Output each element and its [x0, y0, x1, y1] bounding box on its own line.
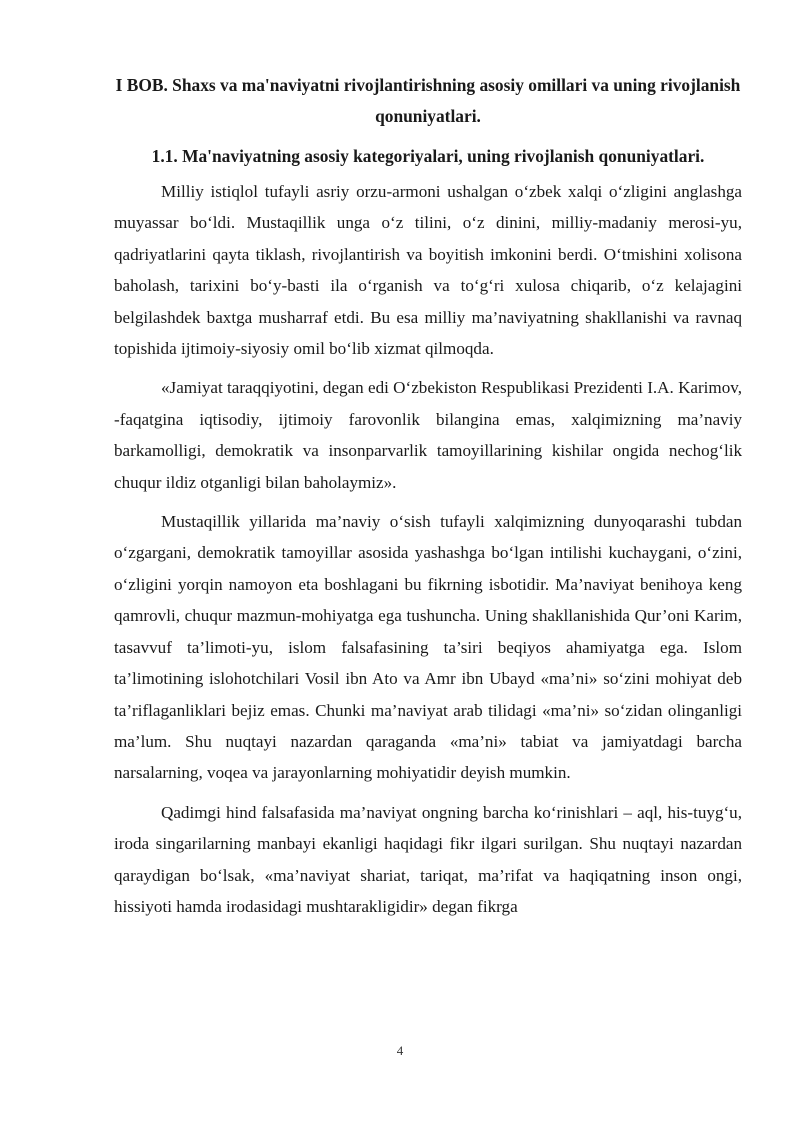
paragraph: Mustaqillik yillarida ma’naviy o‘sish tufayli xalqimizning dunyoqarashi tubdan o‘zgargani, demokratik tamoyillar asosida yashashga bo‘lgan intilishi kuchaygani, o‘zini, o‘zligini yorqin namoyon eta boshlagani bu fikrning isbotidir. Ma’naviyat benihoya keng qamrovli, chuqur mazmun-mohiyatga ega tushuncha. Uning shakllanishida Qur’oni Karim, tasavvuf ta’limoti-yu, islom falsafasining ta’siri beqiyos ahamiyatga ega. Islom ta’limotining islohotchilari Vosil ibn Ato va Amr ibn Ubayd «ma’ni» so‘zini mohiyat deb ta’riflaganliklari bejiz emas. Chunki ma’naviyat arab tilidagi «ma’ni» so‘zidan olinganligi ma’lum. Shu nuqtayi nazardan qaraganda «ma’ni» tabiat va jamiyatdagi barcha narsalarning, voqea va jarayonlarning mohiyatidir deyish mumkin.: [114, 512, 742, 783]
paragraph: Milliy istiqlol tufayli asriy orzu-armoni ushalgan o‘zbek xalqi o‘zligini anglashga muyassar bo‘ldi. Mustaqillik unga o‘z tilini, o‘z dinini, milliy-madaniy merosi-yu, qadriyatlarini qayta tiklash, rivojlantirish va boyitish imkonini berdi. O‘tmishini xolisona baholash, tarixini bo‘y-basti ila o‘rganish va to‘g‘ri xulosa chiqarib, o‘z kelajagini belgilashdek baxtga musharraf etdi. Bu esa milliy ma’naviyatning shakllanishi va ravnaq topishida ijtimoiy-siyosiy omil bo‘lib xizmat qilmoqda.: [114, 182, 742, 359]
document-page: [114, 70, 742, 930]
paragraph: Qadimgi hind falsafasida ma’naviyat ongning barcha ko‘rinishlari – aql, his-tuyg‘u, iroda singarilarning manbayi ekanligi haqidagi fikr ilgari surilgan. Shu nuqtayi nazardan qaraydigan bo‘lsak, «ma’naviyat shariat, tariqat, ma’rifat va haqiqatning inson ongi, hissiyoti hamda irodasidagi mushtarakligidir» degan fikrga: [114, 802, 742, 916]
page-number: 4: [396, 1043, 404, 1058]
chapter-title: I BOB. Shaxs va ma'naviyatni rivojlantirishning asosiy omillari va uning rivojlanish qonuniyatlari.: [115, 75, 741, 126]
section-title: 1.1. Ma'naviyatning asosiy kategoriyalari, uning rivojlanish qonuniyatlari.: [151, 146, 705, 166]
paragraph: «Jamiyat taraqqiyotini, degan edi O‘zbekiston Respublikasi Prezidenti I.A. Karimov, -faqatgina iqtisodiy, ijtimoiy farovonlik bilangina emas, xalqimizning ma’naviy barkamolligi, demokratik va insonparvarlik tamoyillarining kishilar ongida nechog‘lik chuqur ildiz otganligi bilan baholaymiz».: [114, 378, 742, 492]
